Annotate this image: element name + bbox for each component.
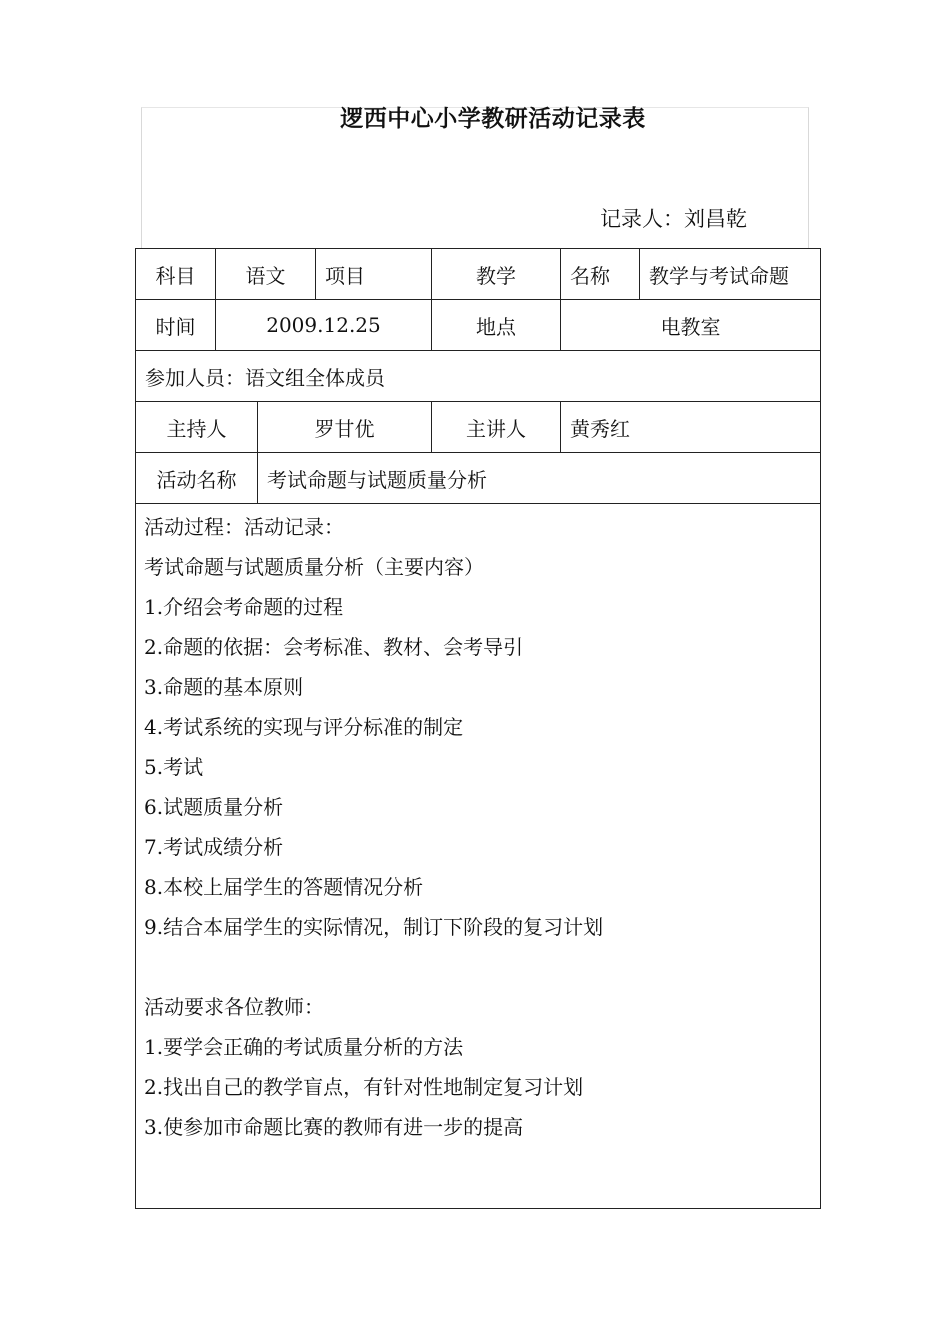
process-item: 3.命题的基本原则 — [144, 675, 304, 699]
subject-label: 科目 — [136, 249, 216, 300]
activity-label: 活动名称 — [136, 453, 258, 504]
table-row — [136, 504, 821, 1209]
process-item: 2.命题的依据：会考标准、教材、会考导引 — [144, 635, 524, 659]
process-item: 8.本校上届学生的答题情况分析 — [144, 875, 424, 899]
activity-value: 考试命题与试题质量分析 — [258, 453, 821, 504]
name-label: 名称 — [561, 249, 640, 300]
requirements-heading: 活动要求各位教师： — [144, 995, 324, 1019]
host-label: 主持人 — [136, 402, 258, 453]
process-item: 9.结合本届学生的实际情况，制订下阶段的复习计划 — [144, 915, 604, 939]
table-row — [136, 453, 821, 504]
process-item: 1.介绍会考命题的过程 — [144, 595, 344, 619]
process-heading: 活动过程：活动记录： — [144, 515, 344, 539]
process-item: 5.考试 — [144, 755, 204, 779]
subject-value: 语文 — [216, 249, 316, 300]
process-item: 6.试题质量分析 — [144, 795, 284, 819]
page-title: 逻西中心小学教研活动记录表 — [340, 105, 646, 132]
requirement-item: 2.找出自己的教学盲点，有针对性地制定复习计划 — [144, 1075, 584, 1099]
time-label: 时间 — [136, 300, 216, 351]
table-row — [136, 402, 821, 453]
host-value: 罗甘优 — [258, 402, 432, 453]
process-subheading: 考试命题与试题质量分析（主要内容） — [144, 555, 484, 579]
record-table — [135, 248, 821, 1209]
table-row — [136, 249, 821, 300]
name-value: 教学与考试命题 — [640, 249, 821, 300]
process-item: 4.考试系统的实现与评分标准的制定 — [144, 715, 464, 739]
speaker-label: 主讲人 — [432, 402, 561, 453]
item-label: 项目 — [316, 249, 432, 300]
table-row — [136, 300, 821, 351]
requirement-item: 3.使参加市命题比赛的教师有进一步的提高 — [144, 1115, 524, 1139]
process-cell — [136, 504, 821, 1209]
recorder-text: 记录人：刘昌乾 — [600, 207, 747, 231]
process-item: 7.考试成绩分析 — [144, 835, 284, 859]
speaker-value: 黄秀红 — [561, 402, 821, 453]
participants: 参加人员：语文组全体成员 — [136, 351, 821, 402]
item-value: 教学 — [432, 249, 561, 300]
requirement-item: 1.要学会正确的考试质量分析的方法 — [144, 1035, 464, 1059]
table-row — [136, 351, 821, 402]
blank-line — [144, 954, 820, 994]
place-label: 地点 — [432, 300, 561, 351]
time-value: 2009.12.25 — [216, 300, 432, 351]
place-value: 电教室 — [561, 300, 821, 351]
